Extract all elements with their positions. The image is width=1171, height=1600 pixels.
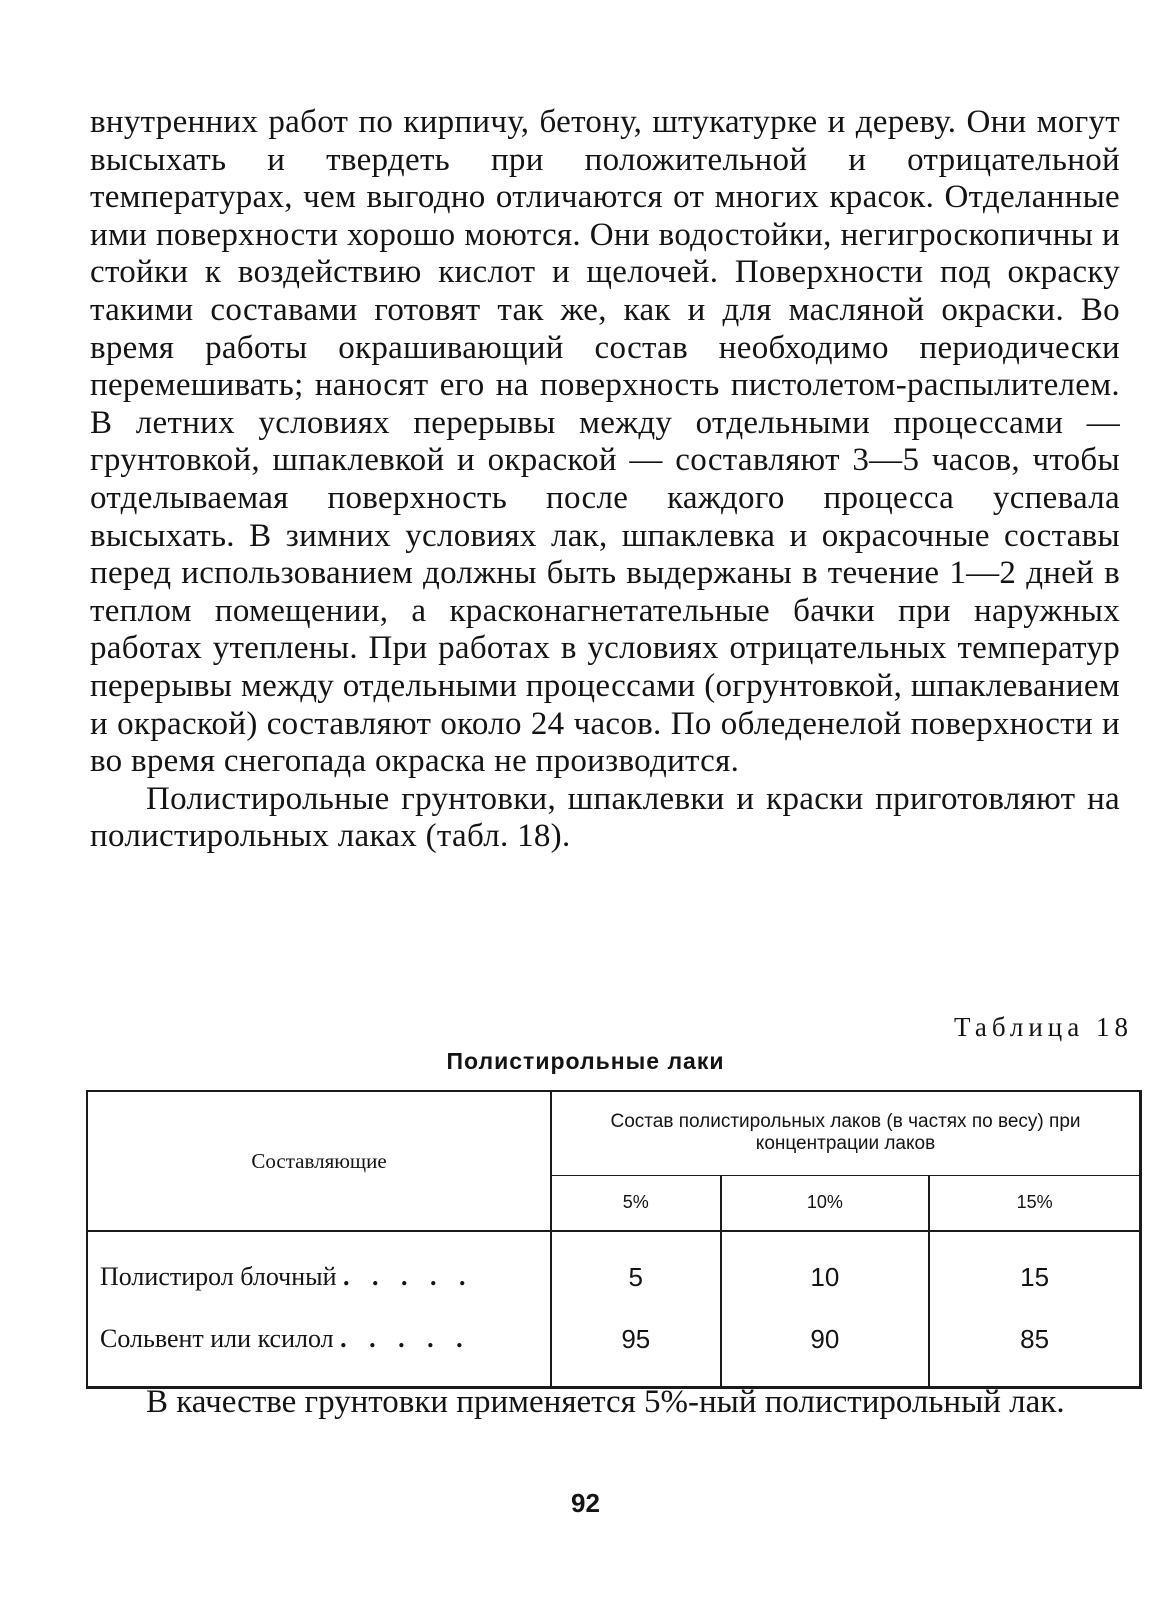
header-composition-group: Состав полистирольных лаков (в частях по весу) при концентрации лаков [551,1091,1141,1175]
row-label-cell [87,1231,551,1308]
table-number-label: Таблица 18 [954,1012,1133,1042]
polystyrene-lacquers-table [86,1090,1142,1389]
header-concentration-15: 15% [929,1175,1140,1231]
table-header-row [87,1091,1141,1175]
cell-value: 95 [551,1308,721,1388]
row-label-cell [87,1308,551,1388]
header-component: Составляющие [87,1091,551,1231]
cell-value: 5 [551,1231,721,1308]
table-title: Полистирольные лаки [446,1048,725,1074]
table-row [87,1231,1141,1308]
row-label: Полистирол блочный [100,1262,337,1291]
body-text [90,104,1120,856]
cell-value: 90 [721,1308,930,1388]
cell-value: 10 [721,1231,930,1308]
paragraph-primer: В качестве грунтовки применяется 5%-ный полистирольный лак. [146,1384,1065,1420]
page-number: 92 [571,1488,600,1518]
leader-dots: . . . . . [343,1262,474,1291]
paragraph-polystyrene: Полистирольные грунтовки, шпаклевки и краски приготовляют на полистирольных лаках (табл. 18). [90,780,1120,855]
header-concentration-10: 10% [721,1175,930,1231]
leader-dots: . . . . . [340,1324,471,1353]
cell-value: 15 [1020,1261,1050,1292]
cell-value: 85 [1020,1323,1050,1354]
header-concentration-5: 5% [551,1175,721,1231]
table-row [87,1308,1141,1388]
row-label: Сольвент или ксилол [100,1324,334,1353]
paragraph-continued: внутренних работ по кирпичу, бетону, штукатурке и дереву. Они могут высыхать и твердеть при положительной и отрицательной температурах, чем выгодно отличаются от многих красок. Отделанные ими поверхности хорошо моются. Они водостойки, негигроскопичны и стойки к воздействию кислот и щелочей. Поверхности под окраску такими составами готовят так же, как и для масляной окраски. Во время работы окрашивающий состав необходимо периодически перемешивать; наносят его на поверхность пистолетом-распылителем. В летних условиях перерывы между отдельными процессами — грунтовкой, шпаклевкой и окраской — составляют 3—5 часов, чтобы отделываемая поверхность после каждого процесса успевала высыхать. В зимних условиях лак, шпаклевка и окрасочные составы перед использованием должны быть выдержаны в течение 1—2 дней в теплом помещении, а красконагнетательные бачки при наружных работах утеплены. При работах в условиях отрицательных температур перерывы между отдельными процессами (огрунтовкой, шпаклеванием и окраской) составляют около 24 часов. По обледенелой поверхности и во время снегопада окраска не производится. [90,104,1120,780]
